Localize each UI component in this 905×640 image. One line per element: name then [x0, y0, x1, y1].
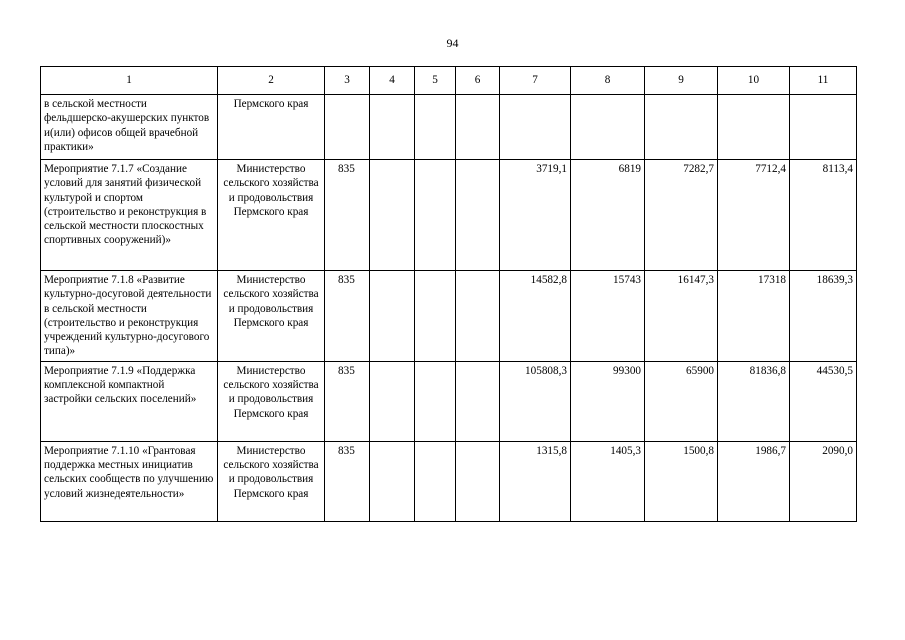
value-cell: 7282,7: [645, 160, 718, 271]
header-cell: 6: [456, 67, 500, 95]
table-row: [41, 361, 857, 441]
value-cell: 8113,4: [790, 160, 857, 271]
value-cell: 1405,3: [571, 441, 645, 521]
code-cell: 835: [325, 441, 370, 521]
value-cell: [790, 95, 857, 160]
value-cell: 3719,1: [500, 160, 571, 271]
measure-name-cell: Мероприятие 7.1.10 «Грантовая поддержка местных инициатив сельских сообществ по улучшению условий жизнедеятельности»: [41, 441, 218, 521]
value-cell: [370, 95, 415, 160]
measure-name-cell: в сельской местности фельдшерско-акушерских пунктов и(или) офисов общей врачебной практики»: [41, 95, 218, 160]
value-cell: 17318: [718, 271, 790, 362]
header-cell: 11: [790, 67, 857, 95]
header-cell: 7: [500, 67, 571, 95]
measure-name-cell: Мероприятие 7.1.9 «Поддержка комплексной компактной застройки сельских поселений»: [41, 361, 218, 441]
header-cell: 8: [571, 67, 645, 95]
value-cell: [415, 160, 456, 271]
value-cell: 2090,0: [790, 441, 857, 521]
value-cell: [456, 271, 500, 362]
value-cell: 15743: [571, 271, 645, 362]
value-cell: [456, 160, 500, 271]
value-cell: [456, 441, 500, 521]
value-cell: 1986,7: [718, 441, 790, 521]
header-cell: 4: [370, 67, 415, 95]
executor-cell: Министерство сельского хозяйства и продовольствия Пермского края: [218, 361, 325, 441]
value-cell: [415, 441, 456, 521]
value-cell: [718, 95, 790, 160]
code-cell: 835: [325, 160, 370, 271]
executor-cell: Пермского края: [218, 95, 325, 160]
header-cell: 10: [718, 67, 790, 95]
value-cell: 65900: [645, 361, 718, 441]
value-cell: [415, 361, 456, 441]
value-cell: [370, 271, 415, 362]
value-cell: 1500,8: [645, 441, 718, 521]
header-cell: 9: [645, 67, 718, 95]
executor-cell: Министерство сельского хозяйства и продовольствия Пермского края: [218, 271, 325, 362]
table-header-row: [41, 67, 857, 95]
executor-cell: Министерство сельского хозяйства и продовольствия Пермского края: [218, 160, 325, 271]
measure-name-cell: Мероприятие 7.1.8 «Развитие культурно-досуговой деятельности в сельской местности (строительство и реконструкция учреждений культурно-досугового типа)»: [41, 271, 218, 362]
value-cell: [415, 271, 456, 362]
measures-table: [40, 66, 857, 522]
page-number: 94: [446, 36, 459, 50]
value-cell: [456, 361, 500, 441]
value-cell: [370, 160, 415, 271]
value-cell: 6819: [571, 160, 645, 271]
value-cell: [370, 361, 415, 441]
table-row: [41, 95, 857, 160]
executor-cell: Министерство сельского хозяйства и продовольствия Пермского края: [218, 441, 325, 521]
value-cell: [415, 95, 456, 160]
value-cell: [456, 95, 500, 160]
header-cell: 5: [415, 67, 456, 95]
table-row: [41, 271, 857, 362]
header-cell: 1: [41, 67, 218, 95]
value-cell: 81836,8: [718, 361, 790, 441]
value-cell: 16147,3: [645, 271, 718, 362]
value-cell: 14582,8: [500, 271, 571, 362]
value-cell: 99300: [571, 361, 645, 441]
header-cell: 2: [218, 67, 325, 95]
value-cell: [571, 95, 645, 160]
table-row: [41, 441, 857, 521]
value-cell: 18639,3: [790, 271, 857, 362]
table-row: [41, 160, 857, 271]
value-cell: 105808,3: [500, 361, 571, 441]
code-cell: [325, 95, 370, 160]
value-cell: [370, 441, 415, 521]
measure-name-cell: Мероприятие 7.1.7 «Создание условий для занятий физической культурой и спортом (строительство и реконструкция в сельской местности плоскостных спортивных сооружений)»: [41, 160, 218, 271]
value-cell: [500, 95, 571, 160]
code-cell: 835: [325, 271, 370, 362]
value-cell: 44530,5: [790, 361, 857, 441]
code-cell: 835: [325, 361, 370, 441]
value-cell: 7712,4: [718, 160, 790, 271]
value-cell: [645, 95, 718, 160]
value-cell: 1315,8: [500, 441, 571, 521]
header-cell: 3: [325, 67, 370, 95]
